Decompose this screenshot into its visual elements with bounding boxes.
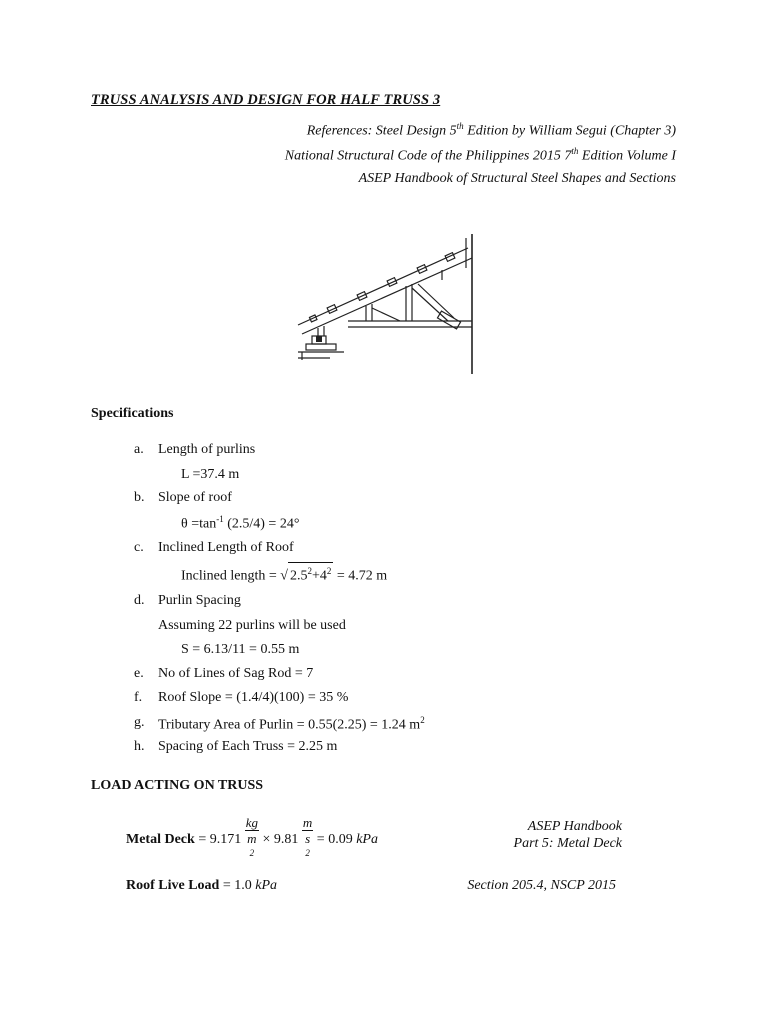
purlin-length-value: L =37.4 m: [181, 467, 240, 482]
loads-heading: LOAD ACTING ON TRUSS: [91, 778, 264, 793]
metal-deck-equation: Metal Deck = 9.171 kg m $^2$ × 9.81 m s $^2$ = 0.09 kPa: [126, 815, 378, 858]
spec-item-h: h. Spacing of Each Truss = 2.25 m: [134, 739, 338, 754]
reference-line-1: References: Steel Design 5th Edition by William Segui (Chapter 3): [306, 121, 676, 139]
metal-deck-source-1: ASEP Handbook: [527, 819, 622, 834]
spec-item-d: d. Purlin Spacing: [134, 593, 241, 608]
spec-item-e: e. No of Lines of Sag Rod = 7: [134, 666, 314, 681]
sqrt-radicand: $2.5^2+4^2$: [288, 562, 333, 585]
purlin-assumption: Assuming 22 purlins will be used: [158, 618, 346, 633]
reference-line-3: ASEP Handbook of Structural Steel Shapes and Sections: [358, 171, 676, 186]
spec-item-g: g. Tributary Area of Purlin = 0.55(2.25) = 1.24 $m^2$: [134, 715, 425, 733]
spec-item-f: f. Roof Slope = (1.4/4)(100) = 35 %: [134, 690, 349, 705]
inclined-length-value: Inclined length = √ $2.5^2+4^2 = 4.72$ m: [181, 562, 387, 585]
metal-deck-source-2: Part 5: Metal Deck: [513, 836, 622, 851]
specifications-heading: Specifications: [91, 406, 174, 421]
roof-slope-angle: $\theta =\tan^{-1}$ (2.5/4) = 24°: [181, 514, 300, 532]
roof-live-load-equation: Roof Live Load = 1.0 kPa: [126, 878, 278, 893]
sqrt-symbol: √: [280, 568, 288, 584]
purlin-spacing-value: S = 6.13/11 = 0.55 m: [181, 642, 300, 657]
spec-item-a: a. Length of purlins: [134, 442, 256, 457]
spec-item-c: c. Inclined Length of Roof: [134, 540, 294, 555]
page-title: TRUSS ANALYSIS AND DESIGN FOR HALF TRUSS 3: [91, 92, 441, 108]
spec-item-b: b. Slope of roof: [134, 490, 232, 505]
roof-live-load-source: Section 205.4, NSCP 2015: [467, 878, 616, 893]
reference-line-2: National Structural Code of the Philippines 2015 7th Edition Volume I: [284, 146, 676, 164]
half-truss-diagram: [288, 228, 488, 374]
